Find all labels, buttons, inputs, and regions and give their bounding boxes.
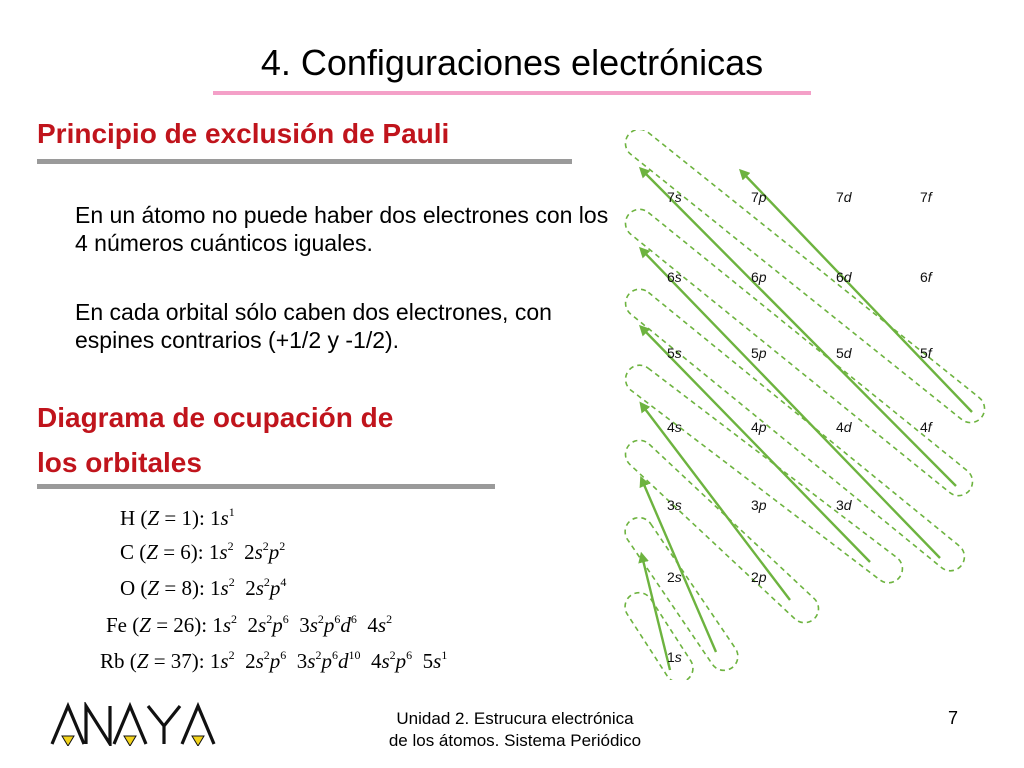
configuration-c: C (Z = 6): $1s^2$ $2s^2p^2$ <box>120 539 286 564</box>
orbital-label-7f: 7f <box>920 189 932 205</box>
atomic-number: 26 <box>173 613 195 637</box>
footer-line-1: Unidad 2. Estrucura electrónica <box>396 709 634 728</box>
configuration-o: O (Z = 8): $1s^2$ $2s^2p^4$ <box>120 575 287 600</box>
filling-arrow <box>642 328 870 562</box>
element-symbol: Rb <box>100 649 125 673</box>
atomic-number: 8 <box>181 576 192 600</box>
footer-line-2: de los átomos. Sistema Periódico <box>388 731 642 750</box>
anaya-logo <box>50 702 220 746</box>
pauli-heading-rule <box>37 159 572 164</box>
filling-arrow <box>642 405 790 600</box>
orbital-label-4d: 4d <box>836 419 852 435</box>
orbital-label-2p: 2p <box>751 569 767 585</box>
configuration-fe: Fe (Z = 26): $1s^2$ $2s^2p^6$ $3s^2p^6d^6$ $4s^2$ <box>106 612 393 637</box>
element-symbol: Fe <box>106 613 127 637</box>
atomic-number: 37 <box>170 649 192 673</box>
orbital-label-3s: 3s <box>667 497 682 513</box>
element-symbol: H <box>120 506 136 530</box>
orbital-label-5p: 5p <box>751 345 767 361</box>
orbital-label-6f: 6f <box>920 269 932 285</box>
orbital-label-5f: 5f <box>920 345 932 361</box>
orbital-label-4f: 4f <box>920 419 932 435</box>
orbital-label-6d: 6d <box>836 269 852 285</box>
filling-arrow <box>642 556 670 670</box>
orbital-label-7d: 7d <box>836 189 852 205</box>
element-symbol: C <box>120 540 135 564</box>
orbital-label-5d: 5d <box>836 345 852 361</box>
title-underline <box>213 91 811 95</box>
slide-title: 4. Configuraciones electrónicas <box>260 42 764 83</box>
orbital-label-3d: 3d <box>836 497 852 513</box>
diagram-heading-rule <box>37 484 495 489</box>
filling-arrow <box>742 172 972 412</box>
orbital-filling-diagram <box>620 130 990 680</box>
orbital-label-6p: 6p <box>751 269 767 285</box>
orbital-label-1s: 1s <box>667 649 682 665</box>
footer-text <box>340 708 690 752</box>
orbital-label-7p: 7p <box>751 189 767 205</box>
orbital-label-6s: 6s <box>667 269 682 285</box>
orbital-label-4p: 4p <box>751 419 767 435</box>
atomic-number: 6 <box>180 540 191 564</box>
pauli-paragraph-2: En cada orbital sólo caben dos electrones, con espines contrarios (+1/2 y -1/2). <box>75 299 552 353</box>
pauli-heading: Principio de exclusión de Pauli <box>37 118 450 149</box>
orbital-label-7s: 7s <box>667 189 682 205</box>
page-number: 7 <box>948 708 959 728</box>
diagram-heading-line-1: Diagrama de ocupación de <box>37 402 394 433</box>
configuration-h: H (Z = 1): $1s^1$ <box>120 505 235 530</box>
configuration-rb: Rb (Z = 37): $1s^2$ $2s^2p^6$ $3s^2p^6d^{10}$ $4s^2p^6$ $5s^1$ <box>100 648 448 673</box>
orbital-label-3p: 3p <box>751 497 767 513</box>
orbital-label-5s: 5s <box>667 345 682 361</box>
orbital-label-4s: 4s <box>667 419 682 435</box>
diagonal-loop <box>620 587 698 680</box>
diagram-heading-line-2: los orbitales <box>37 447 202 478</box>
pauli-paragraph-1: En un átomo no puede haber dos electrones con los 4 números cuánticos iguales. <box>75 202 609 256</box>
orbital-label-2s: 2s <box>667 569 682 585</box>
filling-arrow <box>642 170 956 486</box>
element-symbol: O <box>120 576 136 600</box>
atomic-number: 1 <box>181 506 192 530</box>
